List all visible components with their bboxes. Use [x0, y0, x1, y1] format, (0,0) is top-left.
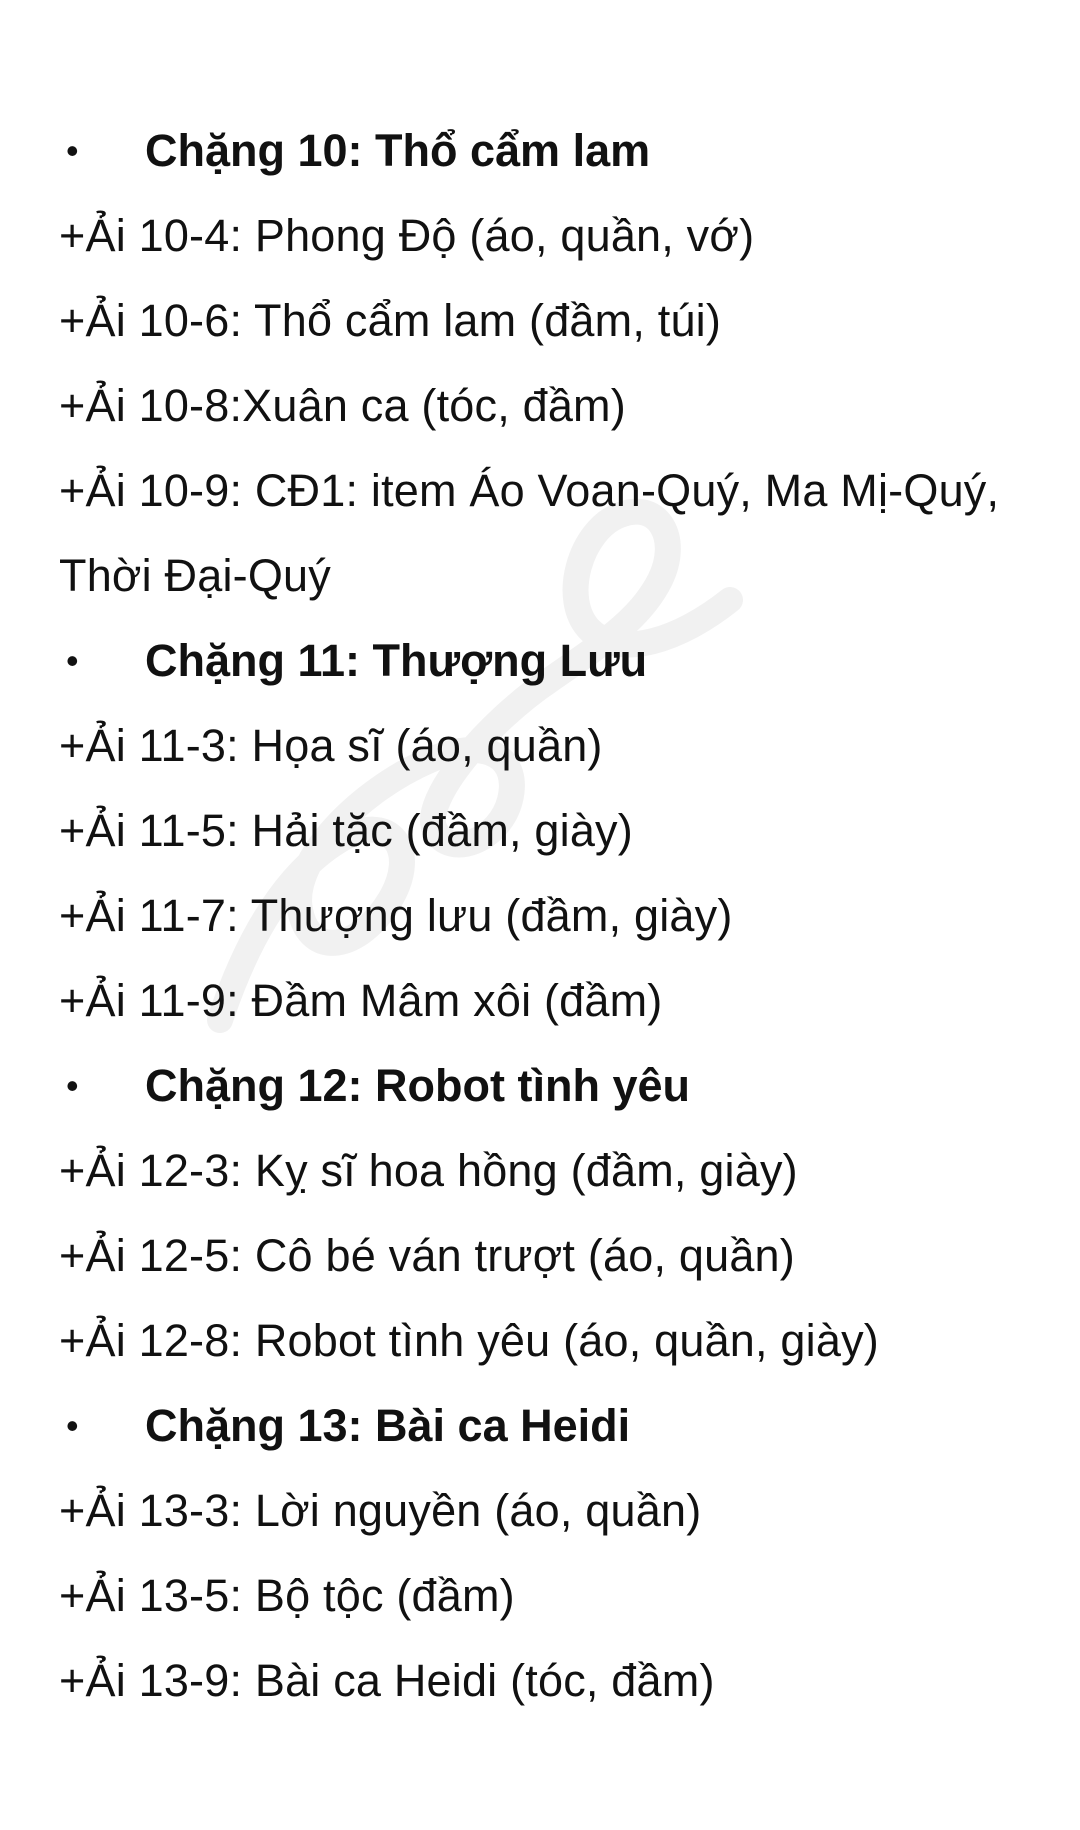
list-item: +Ải 13-9: Bài ca Heidi (tóc, đầm)	[59, 1655, 715, 1706]
list-item: +Ải 11-9: Đầm Mâm xôi (đầm)	[59, 975, 663, 1026]
list-item: +Ải 12-8: Robot tình yêu (áo, quần, giày)	[59, 1315, 879, 1366]
section-title: Chặng 11: Thượng Lưu	[145, 635, 648, 686]
list-item: +Ải 11-5: Hải tặc (đầm, giày)	[59, 805, 633, 856]
list-item: +Ải 12-5: Cô bé ván trượt (áo, quần)	[59, 1230, 795, 1281]
list-item: +Ải 13-3: Lời nguyền (áo, quần)	[59, 1485, 702, 1536]
list-item: +Ải 11-3: Họa sĩ (áo, quần)	[59, 720, 603, 771]
list-item: +Ải 12-3: Kỵ sĩ hoa hồng (đầm, giày)	[59, 1145, 798, 1196]
list-item: +Ải 10-8:Xuân ca (tóc, đầm)	[59, 380, 626, 431]
list-item: +Ải 10-6: Thổ cẩm lam (đầm, túi)	[59, 295, 722, 346]
section-title: Chặng 10: Thổ cẩm lam	[145, 125, 651, 176]
list-item: +Ải 10-9: CĐ1: item Áo Voan-Quý, Ma Mị-Quý,	[59, 465, 1000, 516]
bullet-icon: •	[66, 640, 79, 681]
list-item: Thời Đại-Quý	[59, 550, 331, 601]
bullet-icon: •	[66, 1065, 79, 1106]
list-item: +Ải 13-5: Bộ tộc (đầm)	[59, 1570, 515, 1621]
section-title: Chặng 12: Robot tình yêu	[145, 1060, 690, 1111]
bullet-icon: •	[66, 1405, 79, 1446]
list-item: +Ải 10-4: Phong Độ (áo, quần, vớ)	[59, 210, 755, 261]
section-title: Chặng 13: Bài ca Heidi	[145, 1400, 631, 1451]
list-item: +Ải 11-7: Thượng lưu (đầm, giày)	[59, 890, 733, 941]
bullet-icon: •	[66, 130, 79, 171]
